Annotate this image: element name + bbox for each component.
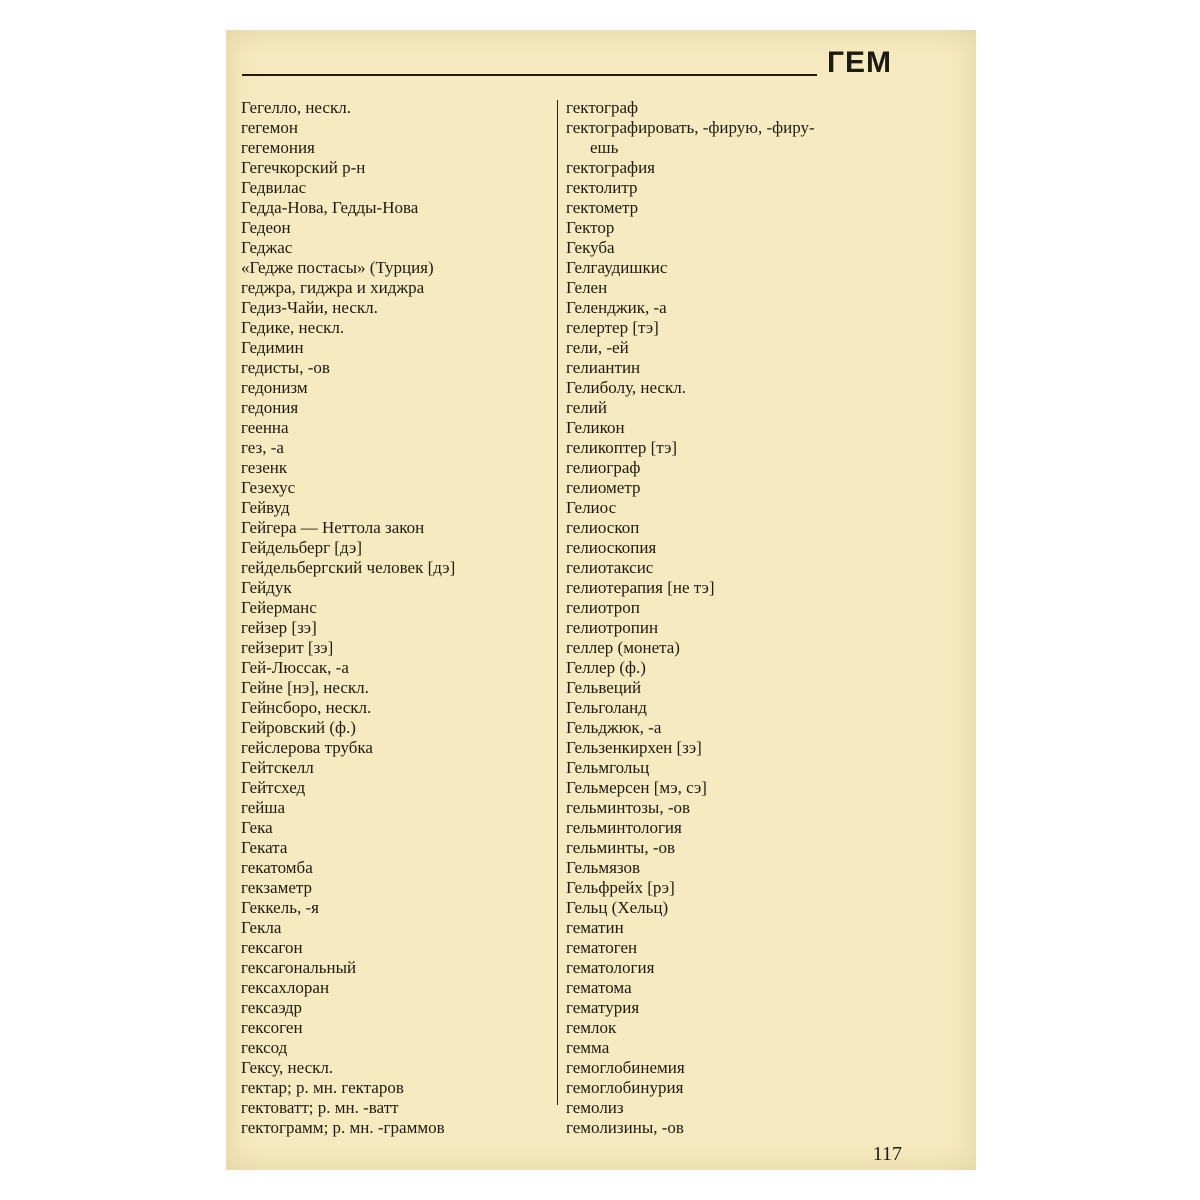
dictionary-entry — [566, 838, 906, 858]
entry-text: Гекуба — [566, 238, 615, 257]
dictionary-entry — [241, 578, 556, 598]
dictionary-entry — [566, 378, 906, 398]
dictionary-entry — [241, 98, 556, 118]
dictionary-entry — [566, 978, 906, 998]
entry-text: Гейерманс — [241, 598, 317, 617]
dictionary-entry — [241, 138, 556, 158]
dictionary-entry — [241, 398, 556, 418]
entry-text: гедисты, -ов — [241, 358, 330, 377]
entry-text: Гелгаудишкис — [566, 258, 668, 277]
dictionary-entry — [241, 1118, 556, 1138]
entry-text: Гедике, нескл. — [241, 318, 345, 337]
dictionary-entry — [566, 818, 906, 838]
entry-text: гектографировать, -фирую, -фиру- — [566, 118, 815, 137]
dictionary-entry — [241, 218, 556, 238]
column-divider — [557, 100, 558, 1105]
dictionary-entry — [566, 1078, 906, 1098]
dictionary-entry — [241, 1038, 556, 1058]
dictionary-entry — [241, 1098, 556, 1118]
dictionary-entry — [566, 618, 906, 638]
dictionary-entry — [566, 418, 906, 438]
entry-text: Геката — [241, 838, 288, 857]
dictionary-entry — [566, 198, 906, 218]
entry-text: геликоптер [тэ] — [566, 438, 678, 457]
entry-text: Гейгера — Неттола закон — [241, 518, 425, 537]
entry-text: гелиоскопия — [566, 538, 657, 557]
entry-text: Гелен — [566, 278, 608, 297]
dictionary-entry — [566, 178, 906, 198]
dictionary-entry — [241, 878, 556, 898]
dictionary-entry — [566, 238, 906, 258]
entry-text: геллер (монета) — [566, 638, 680, 657]
dictionary-entry — [241, 998, 556, 1018]
entry-text: гектограмм; р. мн. -граммов — [241, 1118, 445, 1137]
dictionary-entry — [566, 538, 906, 558]
dictionary-entry — [566, 1038, 906, 1058]
entry-text: Гельвеций — [566, 678, 642, 697]
dictionary-entry — [241, 598, 556, 618]
dictionary-entry — [566, 438, 906, 458]
dictionary-entry — [241, 298, 556, 318]
entry-text: геенна — [241, 418, 289, 437]
dictionary-entry — [241, 738, 556, 758]
entry-text: гейша — [241, 798, 286, 817]
dictionary-entry — [241, 1078, 556, 1098]
entry-text: гейзерит [зэ] — [241, 638, 334, 657]
entry-text: Гельголанд — [566, 698, 647, 717]
entry-text: гематоген — [566, 938, 638, 957]
dictionary-entry — [566, 778, 906, 798]
entry-continuation: ешь — [590, 138, 619, 157]
entry-text: гексод — [241, 1038, 288, 1057]
entry-text: Гельц (Хельц) — [566, 898, 669, 917]
dictionary-entry — [566, 278, 906, 298]
dictionary-entry — [241, 658, 556, 678]
dictionary-entry — [241, 898, 556, 918]
entry-text: Гейнсборо, нескл. — [241, 698, 372, 717]
entry-text: гелиотроп — [566, 598, 640, 617]
entry-text: гемлок — [566, 1018, 617, 1037]
dictionary-entry — [566, 658, 906, 678]
entry-text: Гекла — [241, 918, 282, 937]
entry-text: гелиотропин — [566, 618, 659, 637]
entry-text: гексагон — [241, 938, 303, 957]
entry-text: гейзер [зэ] — [241, 618, 317, 637]
dictionary-entry — [566, 958, 906, 978]
entry-text: Гезехус — [241, 478, 296, 497]
dictionary-page — [226, 30, 976, 1170]
dictionary-entry — [241, 278, 556, 298]
dictionary-entry — [566, 98, 906, 118]
dictionary-entry — [566, 1058, 906, 1078]
dictionary-entry — [566, 638, 906, 658]
dictionary-entry — [241, 958, 556, 978]
dictionary-entry — [241, 1018, 556, 1038]
entry-text: Гедимин — [241, 338, 304, 357]
dictionary-entry — [566, 518, 906, 538]
dictionary-entry — [241, 438, 556, 458]
dictionary-entry — [241, 618, 556, 638]
entry-text: Геленджик, -а — [566, 298, 667, 317]
dictionary-entry — [566, 1118, 906, 1138]
entry-text: гемма — [566, 1038, 610, 1057]
dictionary-entry — [566, 678, 906, 698]
dictionary-entry — [241, 198, 556, 218]
dictionary-entry — [566, 578, 906, 598]
dictionary-entry — [566, 298, 906, 318]
entry-text: Гейтсхед — [241, 778, 306, 797]
dictionary-entry — [566, 478, 906, 498]
dictionary-entry — [566, 758, 906, 778]
entry-text: Гейтскелл — [241, 758, 314, 777]
entry-text: гексаэдр — [241, 998, 302, 1017]
dictionary-entry — [566, 318, 906, 338]
dictionary-entry — [566, 1098, 906, 1118]
entry-text: Гельмязов — [566, 858, 641, 877]
entry-text: гекатомба — [241, 858, 313, 877]
entry-text: гематология — [566, 958, 655, 977]
dictionary-entry — [241, 418, 556, 438]
entry-text: гельминтозы, -ов — [566, 798, 691, 817]
entry-text: Гельфрейх [рэ] — [566, 878, 675, 897]
dictionary-entry — [241, 538, 556, 558]
entry-text: Гедвилас — [241, 178, 307, 197]
entry-text: гематурия — [566, 998, 640, 1017]
dictionary-entry — [241, 518, 556, 538]
dictionary-entry — [241, 858, 556, 878]
entry-text: Гельмгольц — [566, 758, 650, 777]
entry-text: гелиотаксис — [566, 558, 654, 577]
entry-text: гельминты, -ов — [566, 838, 676, 857]
entry-text: гексоген — [241, 1018, 303, 1037]
dictionary-entry — [566, 998, 906, 1018]
entry-text: гектоватт; р. мн. -ватт — [241, 1098, 399, 1117]
entry-text: гематома — [566, 978, 632, 997]
dictionary-entry — [241, 778, 556, 798]
dictionary-entry — [566, 798, 906, 818]
entry-text: Геккель, -я — [241, 898, 319, 917]
dictionary-entry — [566, 338, 906, 358]
entry-text: Гелиос — [566, 498, 617, 517]
dictionary-entry — [566, 498, 906, 518]
entry-text: гедония — [241, 398, 299, 417]
entry-text: гели, -ей — [566, 338, 629, 357]
dictionary-entry — [241, 838, 556, 858]
entry-text: гектограф — [566, 98, 639, 117]
entry-text: гектометр — [566, 198, 639, 217]
entry-text: Гельзенкирхен [зэ] — [566, 738, 702, 757]
dictionary-entry — [241, 558, 556, 578]
dictionary-entry — [566, 718, 906, 738]
entry-text: гемолиз — [566, 1098, 624, 1117]
entry-text: гелий — [566, 398, 607, 417]
entry-text: Гельджюк, -а — [566, 718, 662, 737]
entry-text: Гегечкорский р-н — [241, 158, 366, 177]
right-column — [566, 98, 906, 1138]
dictionary-entry — [566, 878, 906, 898]
dictionary-entry — [241, 638, 556, 658]
entry-text: гезенк — [241, 458, 288, 477]
dictionary-entry — [241, 478, 556, 498]
dictionary-entry — [241, 698, 556, 718]
entry-text: гектар; р. мн. гектаров — [241, 1078, 404, 1097]
entry-text: Гедда-Нова, Гедды-Нова — [241, 198, 419, 217]
entry-text: Геллер (ф.) — [566, 658, 646, 677]
dictionary-entry — [241, 718, 556, 738]
dictionary-entry — [241, 238, 556, 258]
dictionary-entry — [566, 598, 906, 618]
entry-text: Гека — [241, 818, 273, 837]
dictionary-entry — [566, 218, 906, 238]
entry-text: Гейровский (ф.) — [241, 718, 356, 737]
entry-text: гейслерова трубка — [241, 738, 373, 757]
left-column — [241, 98, 556, 1138]
entry-text: Гелиболу, нескл. — [566, 378, 686, 397]
entry-text: Гельмерсен [мэ, сэ] — [566, 778, 707, 797]
entry-text: гелиоскоп — [566, 518, 640, 537]
dictionary-entry — [241, 378, 556, 398]
entry-text: Гексу, нескл. — [241, 1058, 334, 1077]
dictionary-entry — [566, 938, 906, 958]
dictionary-entry — [566, 398, 906, 418]
entry-text: гексахлоран — [241, 978, 330, 997]
entry-text: гекзаметр — [241, 878, 313, 897]
entry-text: гемоглобинемия — [566, 1058, 685, 1077]
entry-text: гельминтология — [566, 818, 682, 837]
entry-text: гелиограф — [566, 458, 641, 477]
dictionary-entry — [241, 158, 556, 178]
dictionary-entry — [241, 318, 556, 338]
entry-text: Гейне [нэ], нескл. — [241, 678, 369, 697]
dictionary-entry — [241, 818, 556, 838]
entry-text: гейдельбергский человек [дэ] — [241, 558, 456, 577]
entry-text: Геджас — [241, 238, 293, 257]
dictionary-entry — [566, 258, 906, 278]
dictionary-entry — [566, 358, 906, 378]
dictionary-entry — [241, 798, 556, 818]
entry-text: гематин — [566, 918, 624, 937]
dictionary-entry — [566, 158, 906, 178]
dictionary-entry — [241, 978, 556, 998]
guide-word: ГЕМ — [826, 46, 892, 79]
dictionary-entry — [241, 498, 556, 518]
dictionary-entry — [241, 458, 556, 478]
entry-text: гедонизм — [241, 378, 308, 397]
entry-text: гелиантин — [566, 358, 641, 377]
entry-text: Гектор — [566, 218, 615, 237]
entry-text: «Гедже постасы» (Турция) — [241, 258, 434, 277]
dictionary-entry — [566, 558, 906, 578]
dictionary-entry — [566, 898, 906, 918]
entry-text: гелертер [тэ] — [566, 318, 659, 337]
entry-text: гелиотерапия [не тэ] — [566, 578, 715, 597]
dictionary-entry — [241, 938, 556, 958]
dictionary-entry — [566, 738, 906, 758]
entry-text: Гейвуд — [241, 498, 290, 517]
entry-text: гемолизины, -ов — [566, 1118, 684, 1137]
entry-text: гемоглобинурия — [566, 1078, 684, 1097]
header-rule — [242, 74, 817, 76]
entry-text: Гедиз-Чайи, нескл. — [241, 298, 378, 317]
dictionary-entry — [566, 118, 906, 158]
entry-text: Гейдук — [241, 578, 292, 597]
entry-text: Гедеон — [241, 218, 291, 237]
dictionary-entry — [566, 918, 906, 938]
dictionary-entry — [566, 858, 906, 878]
entry-text: геджра, гиджра и хиджра — [241, 278, 425, 297]
dictionary-entry — [241, 178, 556, 198]
dictionary-entry — [566, 698, 906, 718]
dictionary-entry — [241, 118, 556, 138]
entry-text: Гей-Люссак, -а — [241, 658, 349, 677]
entry-text: гегемон — [241, 118, 298, 137]
dictionary-entry — [241, 918, 556, 938]
entry-text: гектография — [566, 158, 655, 177]
dictionary-entry — [566, 1018, 906, 1038]
entry-text: гектолитр — [566, 178, 638, 197]
entry-text: гез, -а — [241, 438, 284, 457]
dictionary-entry — [241, 758, 556, 778]
dictionary-entry — [241, 1058, 556, 1078]
page-number: 117 — [872, 1143, 902, 1165]
entry-text: Геликон — [566, 418, 625, 437]
dictionary-entry — [241, 338, 556, 358]
dictionary-entry — [241, 358, 556, 378]
entry-text: гегемония — [241, 138, 315, 157]
dictionary-entry — [566, 458, 906, 478]
dictionary-entry — [241, 678, 556, 698]
entry-text: гексагональный — [241, 958, 357, 977]
entry-text: гелиометр — [566, 478, 641, 497]
entry-text: Гейдельберг [дэ] — [241, 538, 362, 557]
dictionary-entry — [241, 258, 556, 278]
entry-text: Гегелло, нескл. — [241, 98, 351, 117]
